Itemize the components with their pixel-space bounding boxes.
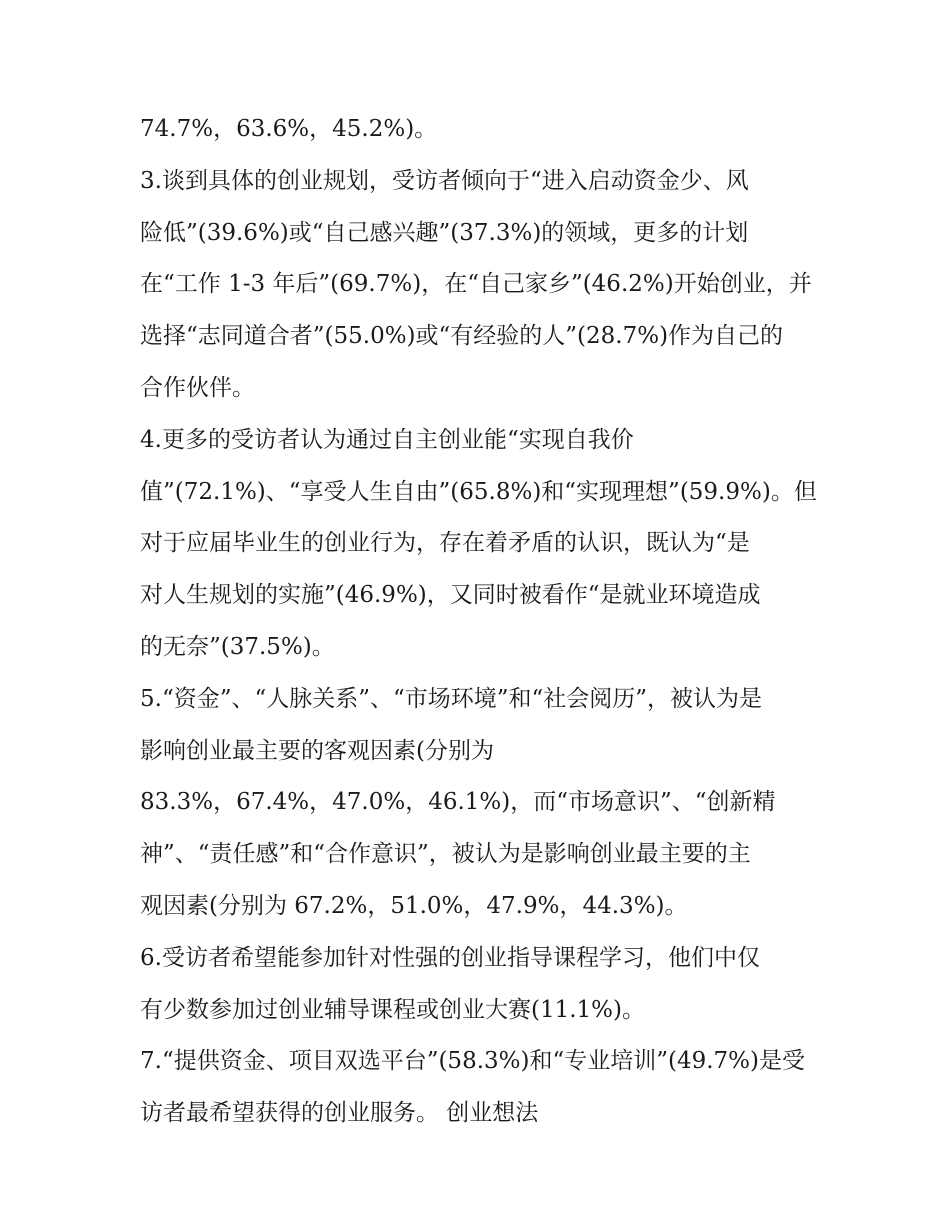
text-line: 对于应届毕业生的创业行为，存在着矛盾的认识，既认为“是 (140, 530, 750, 557)
body-text (140, 104, 820, 1140)
text-line: 有少数参加过创业辅导课程或创业大赛(11.1%)。 (140, 996, 646, 1023)
text-line: 对人生规划的实施”(46.9%)，又同时被看作“是就业环境造成 (140, 582, 761, 609)
text-line: 值”(72.1%)、“享受人生自由”(65.8%)和“实现理想”(59.9%)。但 (140, 478, 817, 505)
text-line: 访者最希望获得的创业服务。 创业想法 (140, 1100, 539, 1127)
text-line: 74.7%，63.6%，45.2%)。 (140, 116, 438, 142)
text-line: 5.“资金”、“人脉关系”、“市场环境”和“社会阅历”，被认为是 (140, 685, 763, 712)
text-line: 选择“志同道合者”(55.0%)或“有经验的人”(28.7%)作为自己的 (140, 323, 784, 350)
text-line: 影响创业最主要的客观因素(分别为 (140, 737, 494, 764)
text-line: 在“工作 1-3 年后”(69.7%)，在“自己家乡”(46.2%)开始创业，并 (140, 271, 812, 298)
text-line: 3.谈到具体的创业规划，受访者倾向于“进入启动资金少、风 (140, 167, 749, 194)
text-line: 83.3%，67.4%，47.0%，46.1%)，而“市场意识”、“创新精 (140, 789, 776, 816)
text-line: 神”、“责任感”和“合作意识”，被认为是影响创业最主要的主 (140, 841, 751, 868)
text-line: 险低”(39.6%)或“自己感兴趣”(37.3%)的领域，更多的计划 (140, 219, 749, 246)
text-line: 合作伙伴。 (140, 374, 255, 401)
text-line: 观因素(分别为 67.2%，51.0%，47.9%，44.3%)。 (140, 892, 688, 919)
text-line: 6.受访者希望能参加针对性强的创业指导课程学习，他们中仅 (140, 944, 760, 971)
text-line: 7.“提供资金、项目双选平台”(58.3%)和“专业培训”(49.7%)是受 (140, 1048, 806, 1075)
text-line: 的无奈”(37.5%)。 (140, 633, 335, 660)
text-line: 4.更多的受访者认为通过自主创业能“实现自我价 (140, 426, 634, 453)
